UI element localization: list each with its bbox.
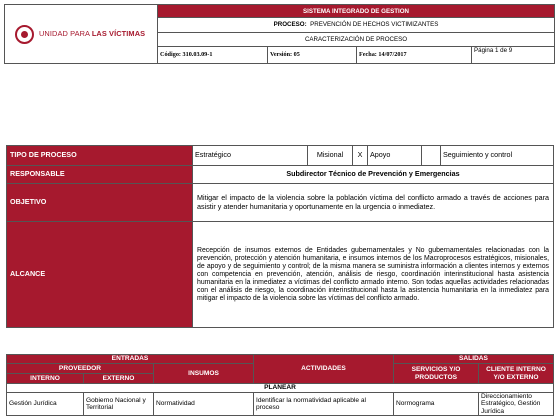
responsable-label: RESPONSABLE xyxy=(7,166,193,184)
servicios-header: SERVICIOS Y/O PRODUCTOS xyxy=(394,364,479,384)
tipo-misional-mark: X xyxy=(353,146,368,166)
entradas-salidas-table xyxy=(6,354,554,416)
responsable-value: Subdirector Técnico de Prevención y Emergencias xyxy=(193,166,554,184)
document-code xyxy=(158,47,268,64)
process-line xyxy=(158,18,555,32)
logo-text-plain: UNIDAD PARA xyxy=(39,28,92,38)
document-date xyxy=(357,47,472,64)
logo xyxy=(7,25,155,44)
row-actividades: Identificar la normatividad aplicable al proceso xyxy=(254,393,394,416)
system-title: SISTEMA INTEGRADO DE GESTION xyxy=(158,5,555,18)
process-label: PROCESO: xyxy=(273,21,307,29)
cliente-header: CLIENTE INTERNO Y/O EXTERNO xyxy=(479,364,554,384)
insumos-header: INSUMOS xyxy=(154,364,254,384)
objetivo-value: Mitigar el impacto de la violencia sobre la población víctima del conflicto armado a través de acciones para asistir y atender humanitaria y oportunamente en la urgencia o inmediatez. xyxy=(193,184,554,222)
objetivo-label: OBJETIVO xyxy=(7,184,193,222)
process-value: PREVENCIÓN DE HECHOS VICTIMIZANTES xyxy=(310,21,439,29)
document-date-text: Fecha: 14/07/2017 xyxy=(359,51,407,59)
process-info-table xyxy=(6,145,554,328)
document-code-text: Código: 310.03.09-1 xyxy=(160,51,213,59)
logo-text xyxy=(39,30,145,39)
alcance-value: Recepción de insumos externos de Entidades gubernamentales y No gubernamentales relacionadas con la prevención, protección y atención humanitaria, e insumos internos de los Macroprocesos estratégicos, misionales, de apoyo y de seguimiento y control; de la misma manera se suministra información a clientes internos y externos con competencia en prevención, atención, análisis de riesgo, coordinación interinstitucional hasta asistencia humanitaria en la inmediatez a víctimas del conflicto armado interno. Son todas aquellas actividades relacionadas con el análisis de riesgo, la coordinación interinstitucional hasta la asistencia humanitaria en la inmediatez para mitigar el impacto de la violencia sobre las víctimas del conflicto armado. xyxy=(193,222,554,328)
document-title: CARACTERIZACIÓN DE PROCESO xyxy=(158,32,555,46)
proveedor-header: PROVEEDOR xyxy=(7,364,154,374)
phase-planear: PLANEAR xyxy=(7,384,554,393)
row-interno: Gestión Jurídica xyxy=(7,393,84,416)
salidas-header: SALIDAS xyxy=(394,355,554,364)
row-cliente: Direccionamiento Estratégico, Gestión Jurídica xyxy=(479,393,554,416)
document-version xyxy=(268,47,357,64)
document-version-text: Versión: 05 xyxy=(270,51,300,59)
interno-header: INTERNO xyxy=(7,374,84,384)
logo-cell xyxy=(5,5,158,64)
entradas-header: ENTRADAS xyxy=(7,355,254,364)
actividades-header: ACTIVIDADES xyxy=(254,355,394,384)
tipo-proceso-label: TIPO DE PROCESO xyxy=(7,146,193,166)
alcance-label: ALCANCE xyxy=(7,222,193,328)
tipo-seguimiento: Seguimiento y control xyxy=(441,146,554,166)
tipo-estrategico: Estratégico xyxy=(193,146,308,166)
row-servicios: Normograma xyxy=(394,393,479,416)
table-row xyxy=(7,393,554,416)
externo-header: EXTERNO xyxy=(84,374,154,384)
logo-text-bold: LAS VÍCTIMAS xyxy=(91,28,146,38)
page-number: Página 1 de 9 xyxy=(472,47,555,64)
row-externo: Gobierno Nacional y Territorial xyxy=(84,393,154,416)
tipo-misional: Misional xyxy=(308,146,353,166)
row-insumos: Normatividad xyxy=(154,393,254,416)
colombia-seal-icon xyxy=(15,25,34,44)
tipo-apoyo: Apoyo xyxy=(368,146,422,166)
document-header xyxy=(4,4,555,64)
tipo-apoyo-mark xyxy=(422,146,441,166)
